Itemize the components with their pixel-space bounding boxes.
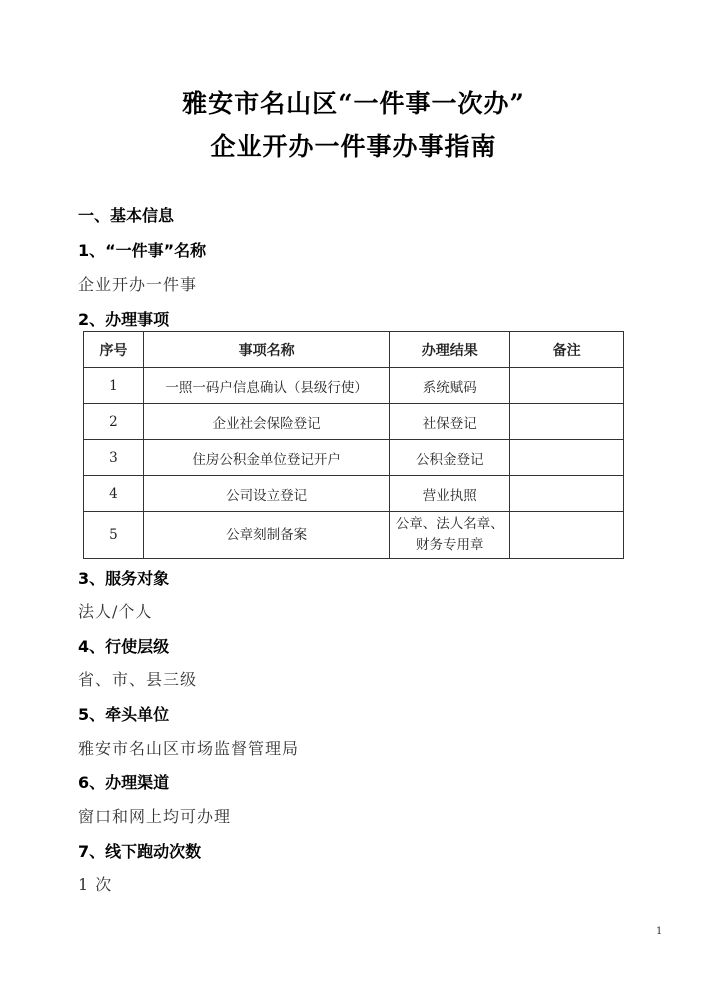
item-service-target-content: 法人/个人 (78, 602, 153, 621)
item-lead-unit-heading: 5、牵头单位 (78, 705, 170, 724)
cell-index: 4 (84, 476, 144, 512)
cell-remark (510, 404, 624, 440)
cell-matter-name: 公章刻制备案 (143, 512, 390, 559)
header-result: 办理结果 (390, 332, 510, 368)
header-index: 序号 (84, 332, 144, 368)
matters-table (83, 331, 624, 559)
item-channel-content: 窗口和网上均可办理 (78, 807, 232, 826)
document-title-line-1: 雅安市名山区“一件事一次办” (182, 89, 525, 118)
item-visits-content: 1 次 (78, 875, 113, 894)
header-matter-name: 事项名称 (143, 332, 390, 368)
item-matters-heading: 2、办理事项 (78, 310, 170, 329)
item-level-heading: 4、行使层级 (78, 637, 170, 656)
section-basic-info-heading: 一、基本信息 (78, 206, 175, 225)
table-header-row (84, 332, 624, 368)
item-channel-heading: 6、办理渠道 (78, 773, 170, 792)
table-row (84, 512, 624, 559)
table-row (84, 440, 624, 476)
cell-result: 公章、法人名章、财务专用章 (390, 512, 510, 559)
cell-matter-name: 住房公积金单位登记开户 (143, 440, 390, 476)
cell-index: 3 (84, 440, 144, 476)
table-row (84, 476, 624, 512)
item-name-heading: 1、“一件事”名称 (78, 241, 207, 260)
cell-remark (510, 368, 624, 404)
cell-remark (510, 440, 624, 476)
item-lead-unit-content: 雅安市名山区市场监督管理局 (78, 739, 300, 758)
item-level-content: 省、市、县三级 (78, 670, 198, 689)
cell-result: 社保登记 (390, 404, 510, 440)
table-row (84, 404, 624, 440)
document-title-line-2: 企业开办一件事办事指南 (210, 132, 497, 161)
cell-matter-name: 一照一码户信息确认（县级行使） (143, 368, 390, 404)
cell-result: 营业执照 (390, 476, 510, 512)
header-remark: 备注 (510, 332, 624, 368)
cell-result: 系统赋码 (390, 368, 510, 404)
cell-index: 2 (84, 404, 144, 440)
cell-remark (510, 476, 624, 512)
cell-remark (510, 512, 624, 559)
item-service-target-heading: 3、服务对象 (78, 569, 170, 588)
cell-index: 5 (84, 512, 144, 559)
cell-matter-name: 企业社会保险登记 (143, 404, 390, 440)
page-number: 1 (656, 926, 663, 937)
cell-index: 1 (84, 368, 144, 404)
item-visits-heading: 7、线下跑动次数 (78, 842, 202, 861)
cell-matter-name: 公司设立登记 (143, 476, 390, 512)
item-name-content: 企业开办一件事 (78, 275, 198, 294)
table-row (84, 368, 624, 404)
cell-result: 公积金登记 (390, 440, 510, 476)
